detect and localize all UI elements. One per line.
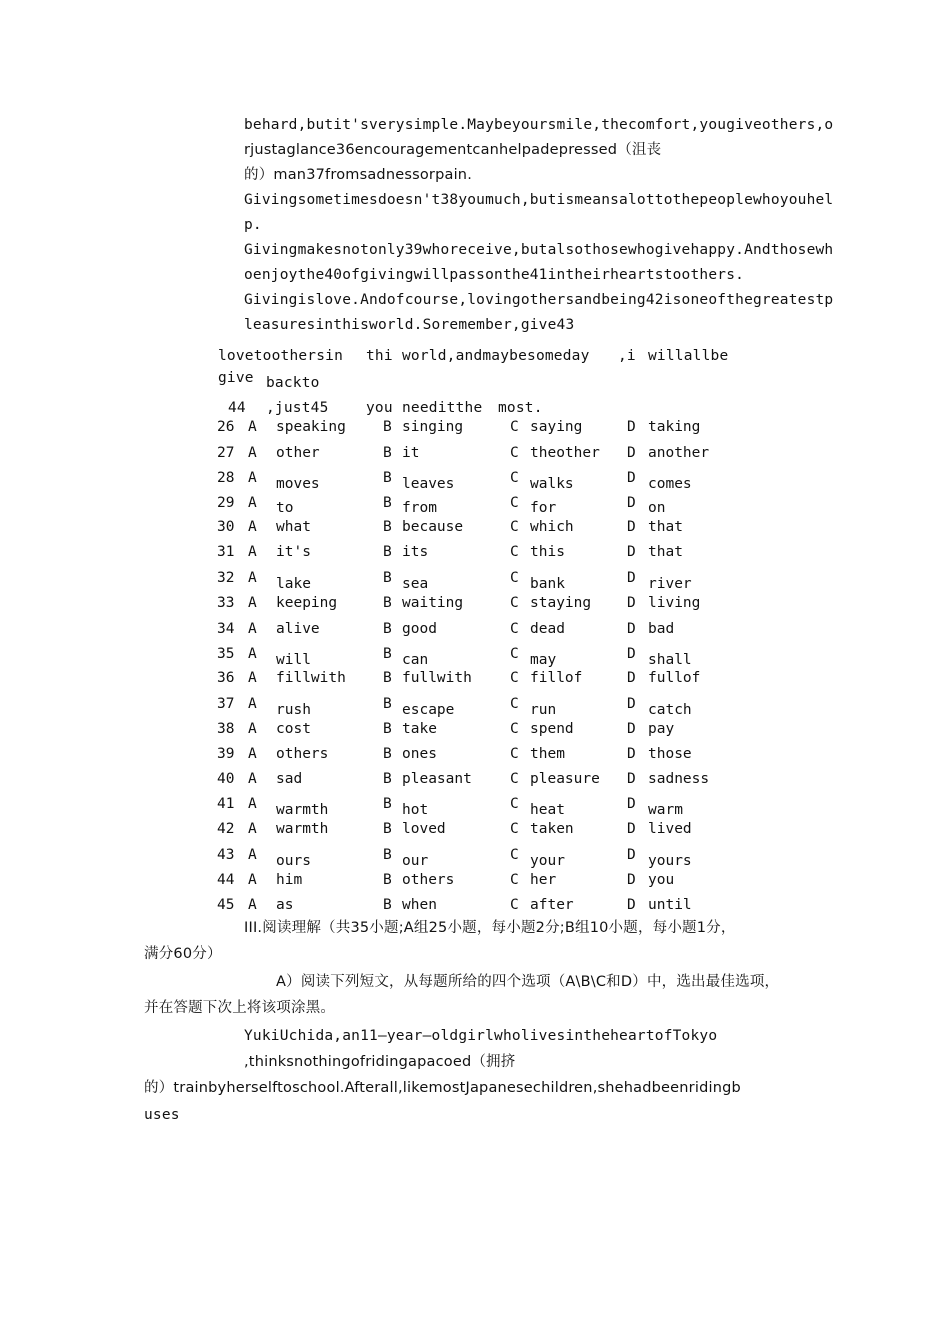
option-d: shall bbox=[648, 652, 692, 668]
passage-fragment: ,i bbox=[618, 348, 636, 364]
option-letter-d: D bbox=[627, 519, 636, 535]
option-b: can bbox=[402, 652, 429, 668]
option-letter-c: C bbox=[510, 519, 519, 535]
question-row bbox=[0, 770, 950, 794]
option-letter-b: B bbox=[383, 621, 392, 637]
instructions-cont: 并在答题下次上将该项涂黑。 bbox=[144, 1000, 336, 1016]
option-letter-d: D bbox=[627, 897, 636, 913]
option-letter-d: D bbox=[627, 595, 636, 611]
option-letter-c: C bbox=[510, 419, 519, 435]
option-d: pay bbox=[648, 721, 675, 737]
reading-line: ,thinksnothingofridingapacoed（拥挤 bbox=[244, 1054, 516, 1070]
question-row bbox=[0, 645, 950, 669]
option-letter-c: C bbox=[510, 821, 519, 837]
option-letter-a: A bbox=[248, 595, 257, 611]
option-letter-c: C bbox=[510, 595, 519, 611]
option-letter-b: B bbox=[383, 696, 392, 712]
option-d: that bbox=[648, 519, 683, 535]
option-c: staying bbox=[530, 595, 592, 611]
question-number: 26 bbox=[217, 419, 235, 435]
option-c: fillof bbox=[530, 670, 583, 686]
option-b: because bbox=[402, 519, 464, 535]
option-d: warm bbox=[648, 802, 683, 818]
option-letter-c: C bbox=[510, 646, 519, 662]
option-letter-a: A bbox=[248, 495, 257, 511]
passage-fragment: needitthe bbox=[402, 400, 483, 416]
passage-fragment: backto bbox=[266, 375, 320, 391]
option-letter-b: B bbox=[383, 646, 392, 662]
question-row bbox=[0, 896, 950, 920]
option-c: bank bbox=[530, 576, 565, 592]
option-letter-c: C bbox=[510, 495, 519, 511]
option-letter-b: B bbox=[383, 470, 392, 486]
option-letter-b: B bbox=[383, 721, 392, 737]
option-letter-d: D bbox=[627, 721, 636, 737]
option-a: what bbox=[276, 519, 311, 535]
option-c: them bbox=[530, 746, 565, 762]
option-letter-c: C bbox=[510, 721, 519, 737]
question-number: 27 bbox=[217, 445, 235, 461]
option-letter-d: D bbox=[627, 445, 636, 461]
reading-line: YukiUchida,an11—year—oldgirlwholivesintheheartofTokyo bbox=[244, 1028, 718, 1044]
option-d: sadness bbox=[648, 771, 710, 787]
option-a: moves bbox=[276, 476, 320, 492]
option-d: until bbox=[648, 897, 692, 913]
option-d: those bbox=[648, 746, 692, 762]
passage-fragment: you bbox=[366, 400, 393, 416]
question-row bbox=[0, 720, 950, 744]
option-a: fillwith bbox=[276, 670, 346, 686]
passage-line: p. bbox=[244, 217, 262, 233]
option-letter-a: A bbox=[248, 570, 257, 586]
option-letter-b: B bbox=[383, 670, 392, 686]
option-letter-c: C bbox=[510, 696, 519, 712]
option-letter-d: D bbox=[627, 746, 636, 762]
option-d: living bbox=[648, 595, 701, 611]
option-c: after bbox=[530, 897, 574, 913]
option-c: this bbox=[530, 544, 565, 560]
reading-line: uses bbox=[144, 1107, 180, 1123]
option-letter-d: D bbox=[627, 872, 636, 888]
option-a: warmth bbox=[276, 802, 329, 818]
option-letter-a: A bbox=[248, 771, 257, 787]
option-a: cost bbox=[276, 721, 311, 737]
question-number: 45 bbox=[217, 897, 235, 913]
option-b: fullwith bbox=[402, 670, 472, 686]
option-letter-b: B bbox=[383, 519, 392, 535]
option-a: keeping bbox=[276, 595, 338, 611]
option-b: our bbox=[402, 853, 429, 869]
option-letter-a: A bbox=[248, 847, 257, 863]
option-b: singing bbox=[402, 419, 464, 435]
option-letter-c: C bbox=[510, 771, 519, 787]
option-a: ours bbox=[276, 853, 311, 869]
option-letter-a: A bbox=[248, 872, 257, 888]
passage-fragment: give bbox=[218, 370, 254, 386]
question-number: 35 bbox=[217, 646, 235, 662]
option-c: taken bbox=[530, 821, 574, 837]
option-letter-a: A bbox=[248, 646, 257, 662]
option-letter-c: C bbox=[510, 872, 519, 888]
option-c: theother bbox=[530, 445, 600, 461]
option-d: you bbox=[648, 872, 675, 888]
option-c: run bbox=[530, 702, 557, 718]
question-number: 37 bbox=[217, 696, 235, 712]
option-letter-b: B bbox=[383, 821, 392, 837]
option-letter-a: A bbox=[248, 670, 257, 686]
option-letter-a: A bbox=[248, 419, 257, 435]
option-a: to bbox=[276, 500, 294, 516]
question-number: 30 bbox=[217, 519, 235, 535]
question-number: 34 bbox=[217, 621, 235, 637]
question-number: 29 bbox=[217, 495, 235, 511]
question-number: 32 bbox=[217, 570, 235, 586]
option-letter-b: B bbox=[383, 847, 392, 863]
option-letter-a: A bbox=[248, 696, 257, 712]
question-number: 43 bbox=[217, 847, 235, 863]
option-letter-d: D bbox=[627, 621, 636, 637]
option-a: other bbox=[276, 445, 320, 461]
option-d: taking bbox=[648, 419, 701, 435]
passage-fragment: 44 bbox=[228, 400, 246, 416]
question-row bbox=[0, 695, 950, 719]
passage-fragment: world,andmaybesomeday bbox=[402, 348, 590, 364]
question-row bbox=[0, 620, 950, 644]
section-heading: III.阅读理解（共35小题;A组25小题，每小题2分;B组10小题，每小题1分， bbox=[244, 920, 736, 936]
question-row bbox=[0, 594, 950, 618]
option-letter-a: A bbox=[248, 746, 257, 762]
option-d: another bbox=[648, 445, 710, 461]
option-b: pleasant bbox=[402, 771, 472, 787]
option-a: lake bbox=[276, 576, 311, 592]
question-row bbox=[0, 795, 950, 819]
option-letter-c: C bbox=[510, 796, 519, 812]
option-letter-d: D bbox=[627, 771, 636, 787]
option-c: dead bbox=[530, 621, 565, 637]
option-letter-a: A bbox=[248, 544, 257, 560]
option-b: good bbox=[402, 621, 437, 637]
option-letter-c: C bbox=[510, 847, 519, 863]
question-row bbox=[0, 494, 950, 518]
option-a: rush bbox=[276, 702, 311, 718]
question-number: 42 bbox=[217, 821, 235, 837]
option-a: it's bbox=[276, 544, 311, 560]
option-letter-a: A bbox=[248, 470, 257, 486]
option-letter-c: C bbox=[510, 470, 519, 486]
option-d: lived bbox=[648, 821, 692, 837]
option-letter-c: C bbox=[510, 445, 519, 461]
option-b: escape bbox=[402, 702, 455, 718]
passage-line: rjustaglance36encouragementcanhelpadepressed（沮丧 bbox=[244, 142, 662, 158]
option-b: loved bbox=[402, 821, 446, 837]
question-row bbox=[0, 418, 950, 442]
option-letter-d: D bbox=[627, 570, 636, 586]
option-letter-a: A bbox=[248, 445, 257, 461]
section-heading-cont: 满分60分） bbox=[144, 946, 222, 962]
passage-fragment: ,just45 bbox=[266, 400, 329, 416]
option-a: others bbox=[276, 746, 329, 762]
passage-line: 的）man37fromsadnessorpain. bbox=[244, 167, 473, 183]
option-letter-b: B bbox=[383, 771, 392, 787]
question-number: 28 bbox=[217, 470, 235, 486]
option-b: take bbox=[402, 721, 437, 737]
passage-fragment: lovetoothersin bbox=[218, 348, 344, 364]
passage-line: behard,butit'sverysimple.Maybeyoursmile,thecomfort,yougiveothers,o bbox=[244, 117, 834, 133]
option-letter-a: A bbox=[248, 796, 257, 812]
option-c: pleasure bbox=[530, 771, 600, 787]
option-letter-c: C bbox=[510, 621, 519, 637]
option-letter-d: D bbox=[627, 796, 636, 812]
option-c: spend bbox=[530, 721, 574, 737]
option-letter-c: C bbox=[510, 746, 519, 762]
question-row bbox=[0, 669, 950, 693]
option-c: saying bbox=[530, 419, 583, 435]
option-a: speaking bbox=[276, 419, 346, 435]
question-number: 38 bbox=[217, 721, 235, 737]
option-letter-d: D bbox=[627, 696, 636, 712]
option-c: may bbox=[530, 652, 557, 668]
option-a: him bbox=[276, 872, 303, 888]
option-a: alive bbox=[276, 621, 320, 637]
option-d: bad bbox=[648, 621, 675, 637]
question-row bbox=[0, 444, 950, 468]
option-letter-d: D bbox=[627, 646, 636, 662]
question-row bbox=[0, 469, 950, 493]
option-letter-d: D bbox=[627, 495, 636, 511]
option-letter-b: B bbox=[383, 872, 392, 888]
option-letter-d: D bbox=[627, 821, 636, 837]
option-letter-c: C bbox=[510, 570, 519, 586]
option-letter-b: B bbox=[383, 495, 392, 511]
option-letter-d: D bbox=[627, 670, 636, 686]
option-c: your bbox=[530, 853, 565, 869]
option-b: ones bbox=[402, 746, 437, 762]
option-d: comes bbox=[648, 476, 692, 492]
option-b: leaves bbox=[402, 476, 455, 492]
question-number: 44 bbox=[217, 872, 235, 888]
option-letter-a: A bbox=[248, 821, 257, 837]
option-letter-b: B bbox=[383, 746, 392, 762]
option-d: yours bbox=[648, 853, 692, 869]
option-b: from bbox=[402, 500, 437, 516]
passage-fragment: willallbe bbox=[648, 348, 729, 364]
question-number: 39 bbox=[217, 746, 235, 762]
question-row bbox=[0, 745, 950, 769]
option-c: for bbox=[530, 500, 557, 516]
option-a: sad bbox=[276, 771, 303, 787]
option-letter-a: A bbox=[248, 897, 257, 913]
question-row bbox=[0, 518, 950, 542]
option-letter-a: A bbox=[248, 519, 257, 535]
passage-line: oenjoythe40ofgivingwillpassonthe41intheirheartstoothers. bbox=[244, 267, 745, 283]
option-c: her bbox=[530, 872, 557, 888]
option-b: its bbox=[402, 544, 429, 560]
option-d: catch bbox=[648, 702, 692, 718]
option-letter-c: C bbox=[510, 897, 519, 913]
option-letter-b: B bbox=[383, 595, 392, 611]
option-b: sea bbox=[402, 576, 429, 592]
option-letter-d: D bbox=[627, 847, 636, 863]
option-c: walks bbox=[530, 476, 574, 492]
passage-fragment: most. bbox=[498, 400, 543, 416]
question-number: 36 bbox=[217, 670, 235, 686]
option-b: waiting bbox=[402, 595, 464, 611]
option-a: as bbox=[276, 897, 294, 913]
option-letter-c: C bbox=[510, 544, 519, 560]
option-letter-b: B bbox=[383, 445, 392, 461]
question-number: 40 bbox=[217, 771, 235, 787]
question-row bbox=[0, 820, 950, 844]
option-letter-b: B bbox=[383, 419, 392, 435]
question-number: 41 bbox=[217, 796, 235, 812]
option-b: when bbox=[402, 897, 437, 913]
option-letter-d: D bbox=[627, 544, 636, 560]
option-a: warmth bbox=[276, 821, 329, 837]
option-b: it bbox=[402, 445, 420, 461]
option-b: hot bbox=[402, 802, 429, 818]
option-d: on bbox=[648, 500, 666, 516]
option-letter-d: D bbox=[627, 419, 636, 435]
option-letter-d: D bbox=[627, 470, 636, 486]
option-letter-a: A bbox=[248, 721, 257, 737]
option-letter-a: A bbox=[248, 621, 257, 637]
option-letter-b: B bbox=[383, 796, 392, 812]
option-d: river bbox=[648, 576, 692, 592]
option-c: which bbox=[530, 519, 574, 535]
passage-fragment: thi bbox=[366, 348, 393, 364]
option-letter-b: B bbox=[383, 570, 392, 586]
question-row bbox=[0, 871, 950, 895]
passage-line: Givingislove.Andofcourse,lovingothersandbeing42isoneofthegreatestp bbox=[244, 292, 834, 308]
question-number: 31 bbox=[217, 544, 235, 560]
passage-line: leasuresinthisworld.Soremember,give43 bbox=[244, 317, 575, 333]
option-letter-b: B bbox=[383, 897, 392, 913]
option-letter-c: C bbox=[510, 670, 519, 686]
passage-line: Givingsometimesdoesn't38youmuch,butismeansalottothepeoplewhoyouhel bbox=[244, 192, 834, 208]
instructions: A）阅读下列短文，从每题所给的四个选项（A\B\C和D）中，选出最佳选项， bbox=[276, 974, 780, 990]
option-d: fullof bbox=[648, 670, 701, 686]
option-d: that bbox=[648, 544, 683, 560]
reading-line: 的）trainbyherselftoschool.Afterall,likemostJapanesechildren,shehadbeenridingb bbox=[144, 1080, 741, 1096]
question-row bbox=[0, 569, 950, 593]
question-row bbox=[0, 543, 950, 567]
passage-line: Givingmakesnotonly39whoreceive,butalsothosewhogivehappy.Andthosewh bbox=[244, 242, 834, 258]
question-row bbox=[0, 846, 950, 870]
option-a: will bbox=[276, 652, 311, 668]
option-letter-b: B bbox=[383, 544, 392, 560]
option-b: others bbox=[402, 872, 455, 888]
question-number: 33 bbox=[217, 595, 235, 611]
option-c: heat bbox=[530, 802, 565, 818]
